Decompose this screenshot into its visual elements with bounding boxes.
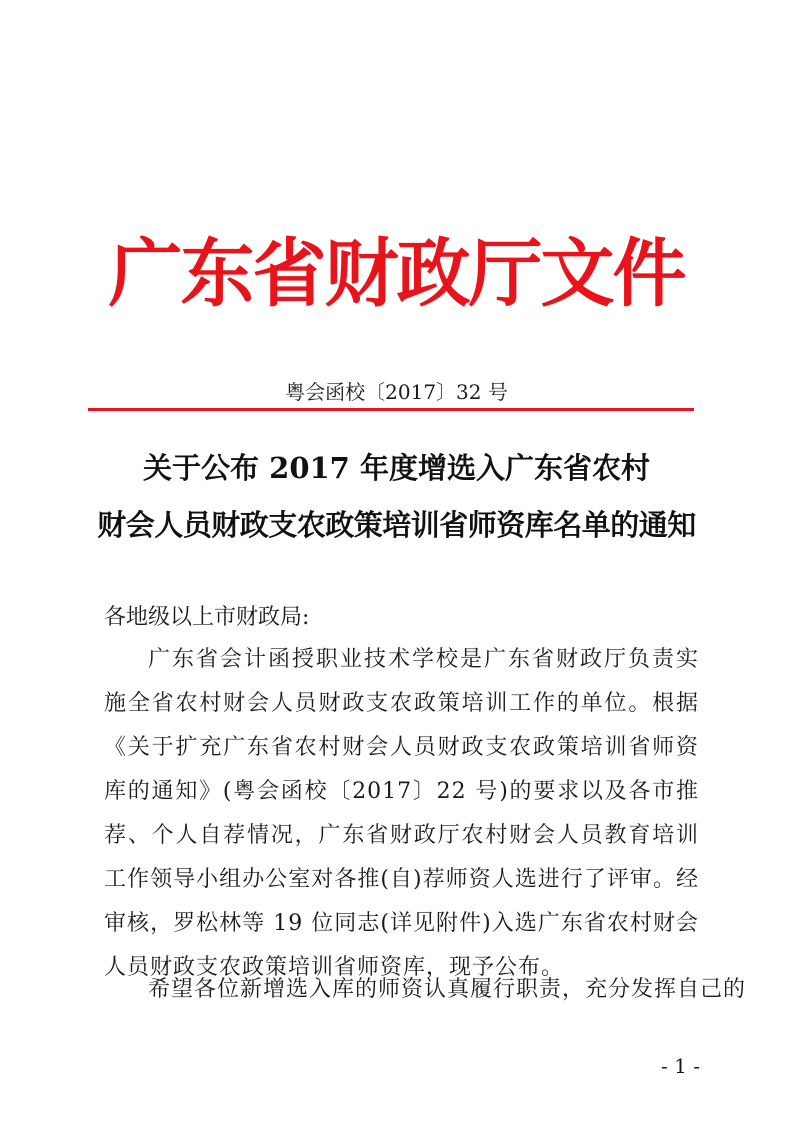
- document-number: 粤会函校〔2017〕32 号: [285, 380, 508, 404]
- salutation: 各地级以上市财政局:: [104, 605, 310, 630]
- notice-title-line-1: 关于公布 2017 年度增选入广东省农村: [143, 451, 650, 485]
- header-divider: [88, 408, 694, 411]
- body-paragraph-2: 希望各位新增选入库的师资认真履行职责，充分发挥自己的: [148, 977, 747, 1002]
- notice-title-line-2: 财会人员财政支农政策培训省师资库名单的通知: [97, 508, 696, 542]
- document-masthead: 广东省财政厅文件: [108, 231, 685, 317]
- page-number: - 1 -: [661, 1054, 700, 1078]
- body-paragraph-1: 广东省会计函授职业技术学校是广东省财政厅负责实施全省农村财会人员财政支农政策培训工作的单位。根据《关于扩充广东省农村财会人员财政支农政策培训省师资库的通知》(粤会函校〔2017〕22 号)的要求以及各市推荐、个人自荐情况，广东省财政厅农村财会人员教育培训工作领导小组办公室对各推(自)荐师资人选进行了评审。经审核，罗松林等 19 位同志(详见附件)入选广东省农村财会人员财政支农政策培训省师资库，现予公布。: [104, 647, 699, 980]
